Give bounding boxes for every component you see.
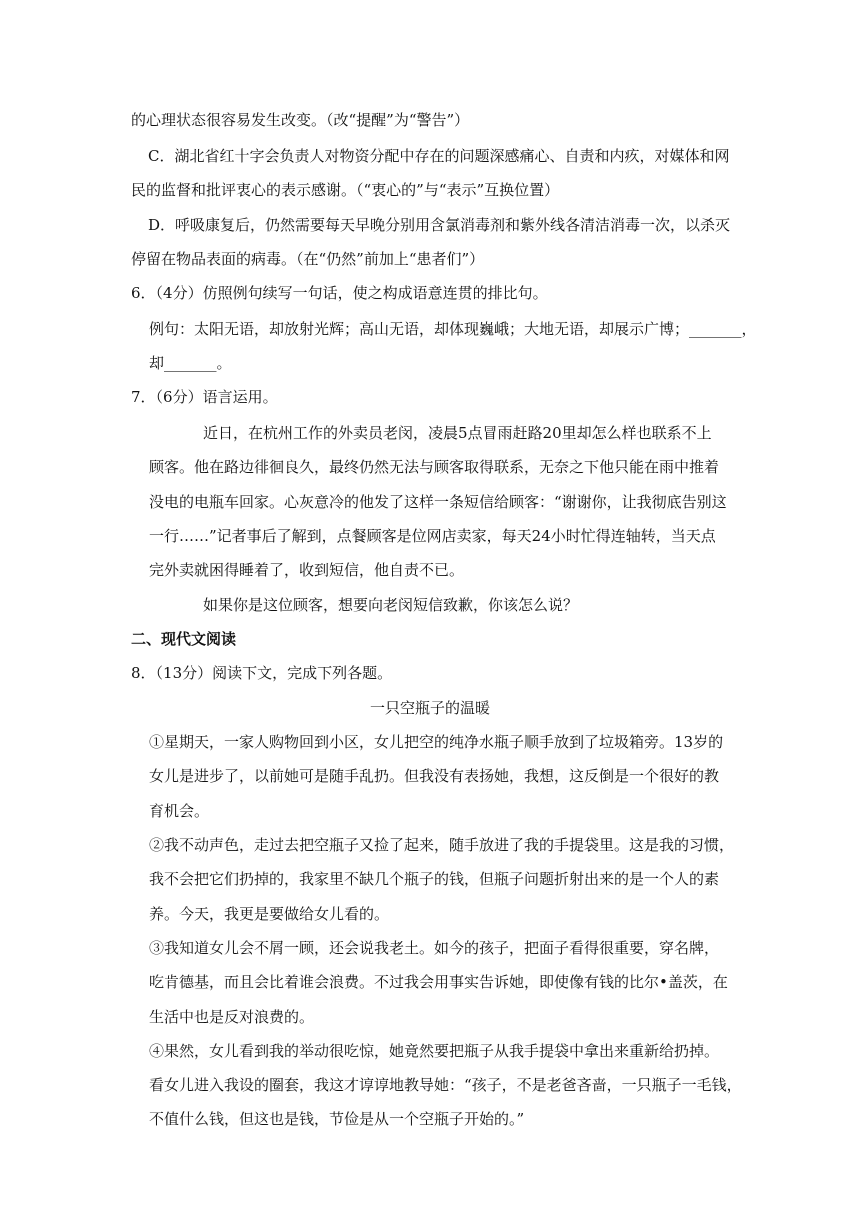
option-c: C．湖北省红十字会负责人对物资分配中存在的问题深感痛心、自责和内疚，对媒体和网: [148, 147, 730, 165]
example-sentence: 例句：太阳无语，却放射光辉；高山无语，却体现巍峨；大地无语，却展示广博；_______，: [149, 320, 757, 338]
passage-line: 一行……”记者事后了解到，点餐顾客是位网店卖家，每天24小时忙得连轴转，当天点: [149, 527, 716, 545]
paragraph-line: 女儿是进步了，以前她可是随手乱扔。但我没有表扬她，我想，这反倒是一个很好的教: [149, 767, 720, 785]
paragraph-line: 我不会把它们扔掉的，我家里不缺几个瓶子的钱，但瓶子问题折射出来的是一个人的素: [149, 870, 720, 888]
question-7: 7．（6分）语言运用。: [131, 388, 278, 406]
passage-line: 近日，在杭州工作的外卖员老闵，凌晨5点冒雨赶路20里却怎么样也联系不上: [203, 424, 712, 442]
text-line: 的心理状态很容易发生改变。（改“提醒”为“警告”）: [131, 111, 470, 129]
option-d: D．呼吸康复后，仍然需要每天早晚分别用含氯消毒剂和紫外线各清洁消毒一次，以杀灭: [148, 216, 731, 234]
question-prompt: 如果你是这位顾客，想要向老闵短信致歉，你该怎么说？: [203, 596, 579, 614]
question-8: 8．（13分）阅读下文，完成下列各题。: [131, 664, 393, 682]
paragraph-2: ②我不动声色，走过去把空瓶子又捡了起来，随手放进了我的手提袋里。这是我的习惯，: [149, 836, 735, 854]
section-heading: 二、现代文阅读: [131, 630, 237, 648]
text-line: 民的监督和批评衷心的表示感谢。（“衷心的”与“表示”互换位置）: [131, 181, 560, 199]
paragraph-line: 育机会。: [149, 802, 210, 820]
paragraph-line: 吃肯德基，而且会比着谁会浪费。不过我会用事实告诉她，即使像有钱的比尔•盖茨，在: [149, 973, 728, 991]
text-line: 停留在物品表面的病毒。（在“仍然”前加上“患者们”）: [131, 250, 485, 268]
paragraph-1: ①星期天，一家人购物回到小区，女儿把空的纯净水瓶子顺手放到了垃圾箱旁。13岁的: [149, 733, 724, 751]
paragraph-line: 看女儿进入我设的圈套，我这才谆谆地教导她：“孩子，不是老爸吝啬，一只瓶子一毛钱，: [149, 1076, 742, 1094]
question-6: 6．（4分）仿照例句续写一句话，使之构成语意连贯的排比句。: [131, 284, 548, 302]
article-title: 一只空瓶子的温暖: [369, 699, 490, 717]
passage-line: 完外卖就困得睡着了，收到短信，他自责不已。: [149, 561, 465, 579]
text-line: 却_______。: [149, 354, 232, 372]
passage-line: 顾客。他在路边徘徊良久，最终仍然无法与顾客取得联系，无奈之下他只能在雨中推着: [149, 458, 720, 476]
passage-line: 没电的电瓶车回家。心灰意冷的他发了这样一条短信给顾客：“谢谢你，让我彻底告别这: [149, 493, 727, 511]
paragraph-line: 不值什么钱，但这也是钱，节俭是从一个空瓶子开始的。”: [149, 1110, 525, 1128]
paragraph-line: 生活中也是反对浪费的。: [149, 1008, 315, 1026]
paragraph-3: ③我知道女儿会不屑一顾，还会说我老土。如今的孩子，把面子看得很重要，穿名牌，: [149, 939, 720, 957]
paragraph-4: ④果然，女儿看到我的举动很吃惊，她竟然要把瓶子从我手提袋中拿出来重新给扔掉。: [149, 1042, 720, 1060]
paragraph-line: 养。今天，我更是要做给女儿看的。: [149, 905, 390, 923]
